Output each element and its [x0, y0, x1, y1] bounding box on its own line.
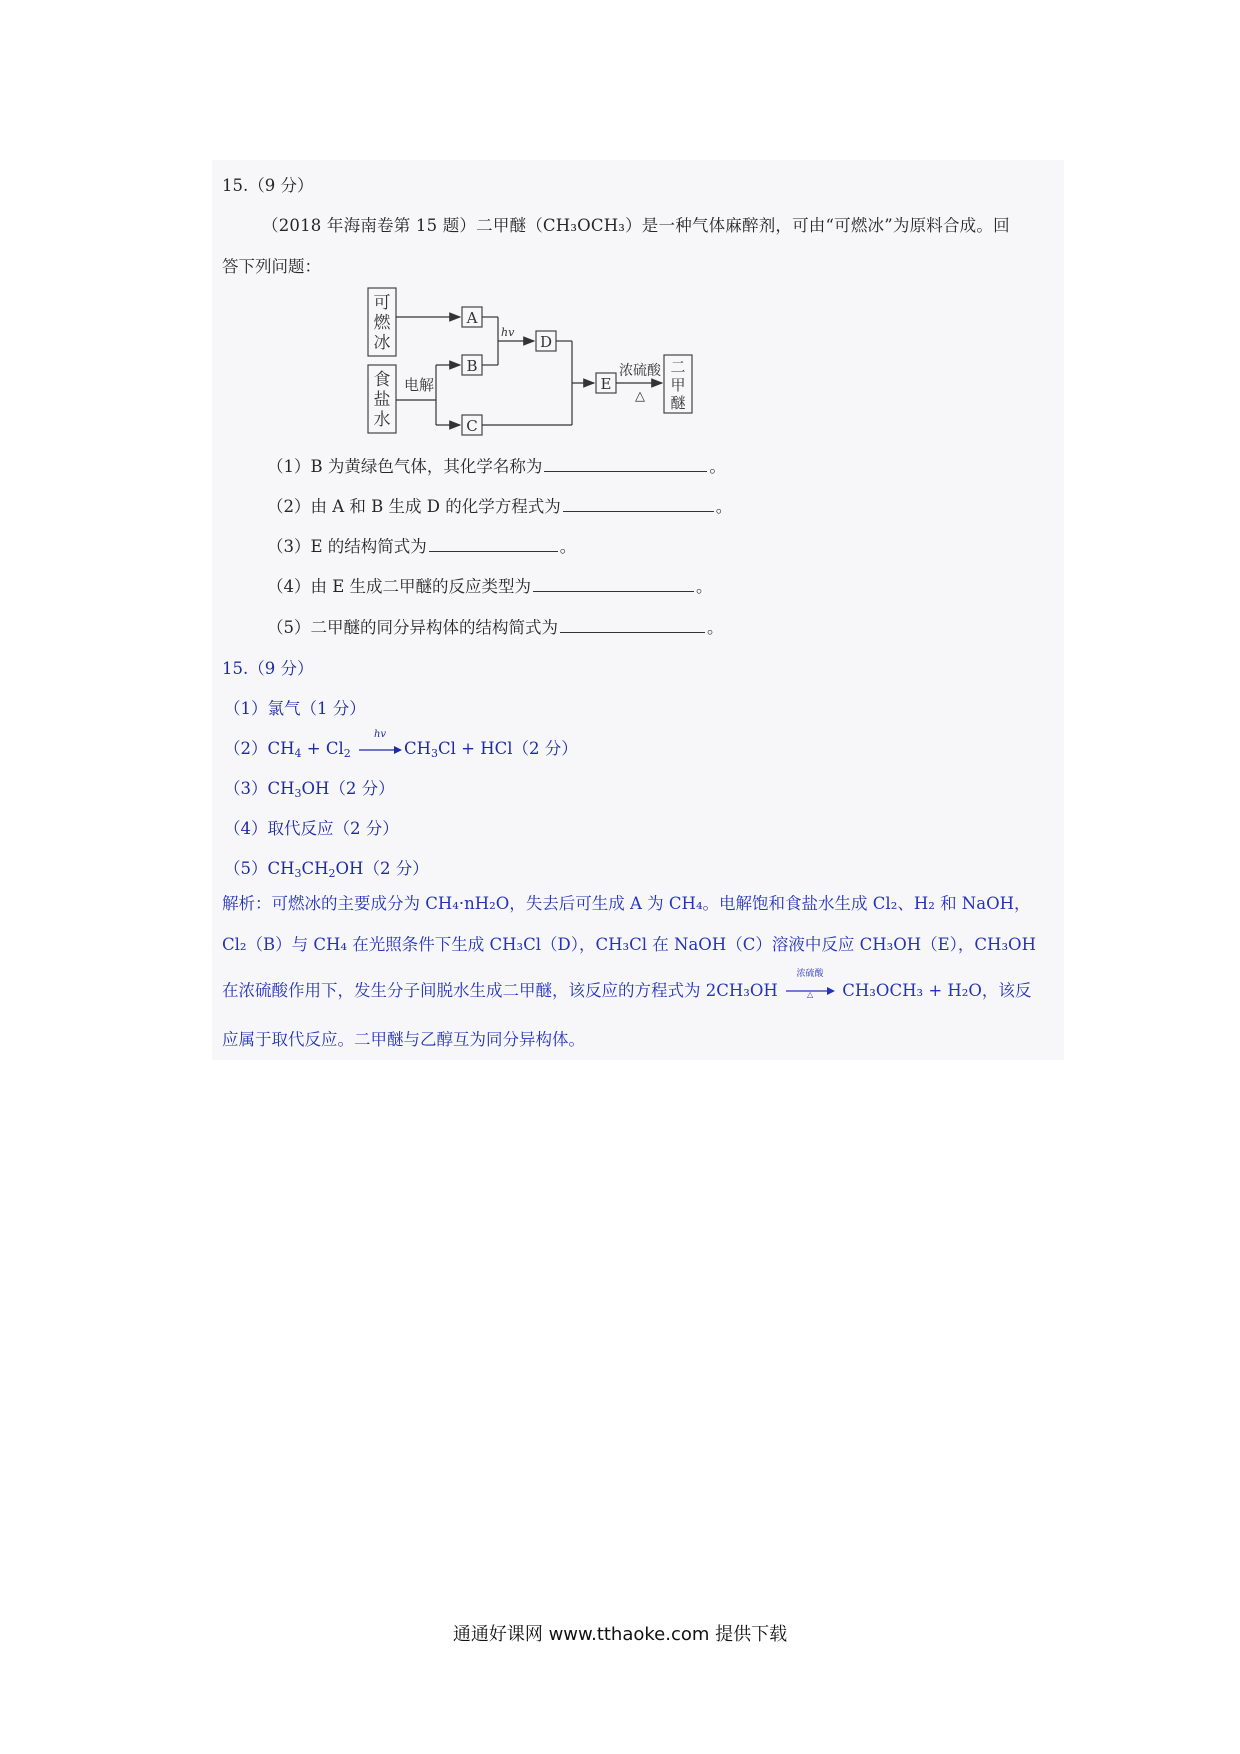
node-c: C: [466, 417, 478, 435]
explanation-arrow-top: 浓硫酸: [796, 969, 824, 980]
sub-question-2-text: （2）由 A 和 B 生成 D 的化学方程式为: [267, 497, 561, 516]
product-char-1: 二: [670, 358, 686, 376]
ice-char-2: 燃: [373, 313, 391, 333]
sub-question-1: [267, 453, 726, 477]
answer-5-prefix: （5）CH: [224, 859, 295, 878]
brine-char-1: 食: [373, 370, 391, 390]
explanation-line3-prefix: 在浓硫酸作用下，发生分子间脱水生成二甲醚，该反应的方程式为 2CH₃OH: [222, 981, 778, 1000]
answer-2-ch4-sub: 4: [294, 747, 302, 760]
brine-char-2: 盐: [373, 390, 391, 410]
explanation-arrow-bottom: △: [806, 990, 814, 1000]
label-electrolysis: 电解: [404, 376, 435, 394]
label-heat: △: [635, 389, 645, 404]
sub-question-5-text: （5）二甲醚的同分异构体的结构简式为: [267, 618, 558, 637]
sub-question-1-text: （1）B 为黄绿色气体，其化学名称为: [267, 457, 543, 476]
answer-header: 15.（9 分）: [222, 659, 314, 678]
sub-question-3: [267, 533, 576, 557]
answer-4: （4）取代反应（2 分）: [224, 819, 399, 838]
sub-question-1-suffix: 。: [709, 457, 726, 476]
node-a: A: [466, 309, 478, 327]
sub-question-4-text: （4）由 E 生成二甲醚的反应类型为: [267, 577, 532, 596]
answer-2-reaction-arrow: [358, 729, 402, 759]
answer-2-prefix: （2）: [224, 739, 268, 758]
sub-question-5: [267, 614, 724, 638]
question-number: 15.（9 分）: [222, 176, 314, 195]
answer-blank-1[interactable]: [544, 456, 707, 472]
label-hv: hv: [501, 326, 515, 339]
product-char-3: 醚: [670, 394, 686, 412]
answer-2: [224, 729, 578, 760]
sub-question-3-text: （3）E 的结构简式为: [267, 537, 427, 556]
node-b: B: [466, 357, 478, 375]
ice-char-1: 可: [373, 293, 391, 313]
sub-question-2: [267, 493, 732, 517]
answer-3-sub: 3: [294, 787, 302, 800]
answer-3-prefix: （3）CH: [224, 779, 295, 798]
answer-2-cl: + Cl: [301, 739, 344, 758]
label-conc-acid: 浓硫酸: [619, 363, 661, 379]
answer-2-ch3-sub: 3: [431, 747, 438, 760]
synthesis-flow-diagram: [360, 282, 720, 437]
answer-2-arrow-label: hv: [373, 729, 387, 740]
sub-question-3-suffix: 。: [559, 537, 577, 556]
answer-blank-3[interactable]: [429, 536, 558, 552]
answer-blank-4[interactable]: [533, 576, 694, 592]
explanation-line3: [222, 969, 1032, 1000]
explanation-line4: 应属于取代反应。二甲醚与乙醇互为同分异构体。: [222, 1030, 585, 1049]
ice-char-3: 冰: [373, 333, 391, 353]
answer-5-rest: OH（2 分）: [335, 859, 429, 878]
answer-5-sub1: 3: [294, 867, 302, 880]
answer-2-cl-sub: 2: [343, 747, 351, 760]
answer-2-ch3: CH: [403, 739, 431, 758]
answer-3-rest: OH（2 分）: [301, 779, 395, 798]
sub-question-2-suffix: 。: [715, 497, 733, 516]
node-d: D: [539, 333, 553, 351]
sub-question-4: [267, 573, 713, 597]
question-intro-line2: 答下列问题：: [222, 257, 321, 276]
answer-2-ch4: CH: [267, 739, 295, 758]
arrow-icon: [358, 745, 402, 755]
brine-char-3: 水: [373, 410, 391, 430]
explanation-line3-suffix: CH₃OCH₃ + H₂O，该反: [842, 981, 1032, 1000]
node-e: E: [600, 375, 612, 393]
answer-3: [224, 775, 395, 800]
footer-credit: 通通好课网 www.tthaoke.com 提供下载: [452, 1624, 788, 1645]
answer-5: [224, 855, 429, 880]
sub-question-5-suffix: 。: [707, 618, 724, 637]
answer-1: （1）氯气（1 分）: [224, 699, 366, 718]
explanation-line1: 解析：可燃冰的主要成分为 CH₄·nH₂O，失去后可生成 A 为 CH₄。电解饱和食盐水生成 Cl₂、H₂ 和 NaOH，: [222, 894, 1031, 913]
answer-blank-2[interactable]: [563, 496, 714, 512]
explanation-reaction-arrow: [785, 969, 835, 1000]
product-char-2: 甲: [670, 376, 686, 394]
explanation-line2: Cl₂（B）与 CH₄ 在光照条件下生成 CH₃Cl（D），CH₃Cl 在 NaOH（C）溶液中反应 CH₃OH（E），CH₃OH: [222, 935, 1036, 954]
answer-5-sub2: 2: [328, 867, 336, 880]
answer-blank-5[interactable]: [560, 617, 705, 633]
answer-5-mid: CH: [301, 859, 329, 878]
answer-2-rest: Cl + HCl（2 分）: [438, 739, 578, 758]
question-intro-line1: （2018 年海南卷第 15 题）二甲醚（CH₃OCH₃）是一种气体麻醉剂，可由“可燃冰”为原料合成。回: [262, 216, 1010, 235]
sub-question-4-suffix: 。: [696, 577, 713, 596]
